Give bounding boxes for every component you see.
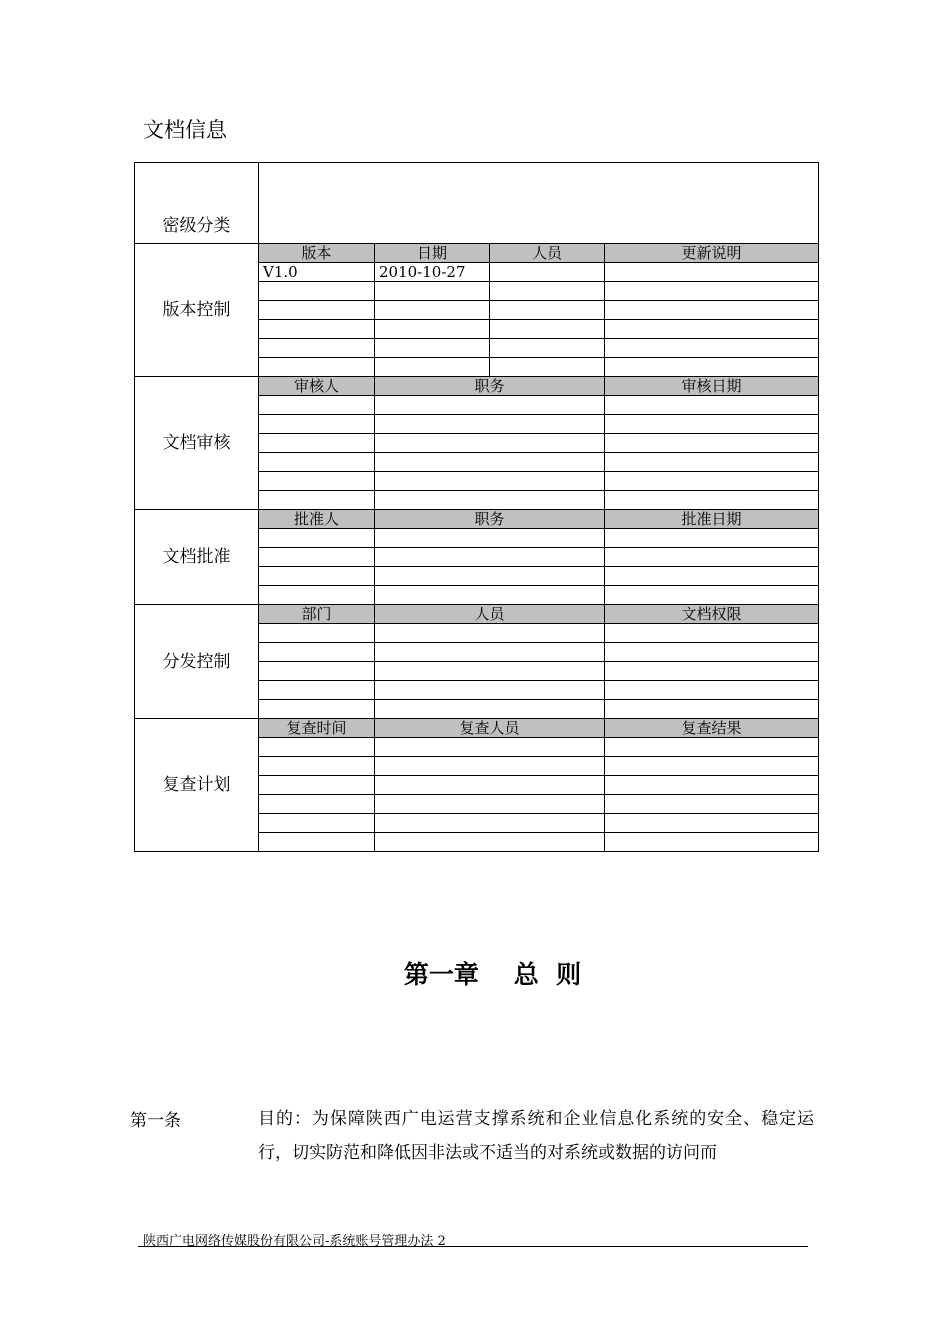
date-cell: 2010-10-27	[375, 263, 490, 282]
secret-label: 密级分类	[135, 163, 259, 244]
chapter-title: 第一章 总 则	[403, 960, 582, 989]
notes-cell	[605, 339, 819, 358]
document-info-table	[134, 162, 819, 852]
person-cell	[490, 339, 605, 358]
secret-value-cell	[259, 163, 819, 244]
person-cell	[490, 301, 605, 320]
version-col-date: 日期	[375, 244, 490, 263]
document-info-heading: 文档信息	[143, 118, 227, 142]
approve-col-position: 职务	[375, 510, 605, 529]
date-cell	[375, 358, 490, 377]
distribute-col-permission: 文档权限	[605, 605, 819, 624]
date-cell	[375, 282, 490, 301]
person-cell	[490, 358, 605, 377]
date-cell	[375, 320, 490, 339]
article-number: 第一条	[130, 1111, 181, 1131]
notes-cell	[605, 301, 819, 320]
version-cell	[259, 282, 375, 301]
version-col-notes: 更新说明	[605, 244, 819, 263]
version-label: 版本控制	[135, 244, 259, 377]
person-cell	[490, 320, 605, 339]
person-cell	[490, 282, 605, 301]
recheck-header-row	[135, 719, 819, 738]
recheck-label: 复查计划	[135, 719, 259, 852]
approve-col-date: 批准日期	[605, 510, 819, 529]
review-col-position: 职务	[375, 377, 605, 396]
page-footer: 陕西广电网络传媒股份有限公司-系统账号管理办法 2	[143, 1234, 446, 1249]
date-cell	[375, 339, 490, 358]
notes-cell	[605, 358, 819, 377]
version-col-person: 人员	[490, 244, 605, 263]
article-text: 目的：为保障陕西广电运营支撑系统和企业信息化系统的安全、稳定运行，切实防范和降低因非法或不适当的对系统或数据的访问而	[258, 1109, 814, 1163]
date-cell	[375, 301, 490, 320]
recheck-col-result: 复查结果	[605, 719, 819, 738]
version-cell	[259, 339, 375, 358]
approve-header-row	[135, 510, 819, 529]
review-col-reviewer: 审核人	[259, 377, 375, 396]
review-label: 文档审核	[135, 377, 259, 510]
review-col-date: 审核日期	[605, 377, 819, 396]
version-header-row	[135, 244, 819, 263]
version-cell	[259, 358, 375, 377]
version-cell	[259, 301, 375, 320]
recheck-col-time: 复查时间	[259, 719, 375, 738]
notes-cell	[605, 263, 819, 282]
approve-label: 文档批准	[135, 510, 259, 605]
footer-rule	[138, 1246, 808, 1247]
version-col-version: 版本	[259, 244, 375, 263]
distribute-col-department: 部门	[259, 605, 375, 624]
version-cell: V1.0	[259, 263, 375, 282]
approve-col-approver: 批准人	[259, 510, 375, 529]
distribute-header-row	[135, 605, 819, 624]
recheck-col-person: 复查人员	[375, 719, 605, 738]
notes-cell	[605, 282, 819, 301]
distribute-label: 分发控制	[135, 605, 259, 719]
review-header-row	[135, 377, 819, 396]
distribute-col-person: 人员	[375, 605, 605, 624]
person-cell	[490, 263, 605, 282]
secret-row	[135, 163, 819, 244]
notes-cell	[605, 320, 819, 339]
version-cell	[259, 320, 375, 339]
